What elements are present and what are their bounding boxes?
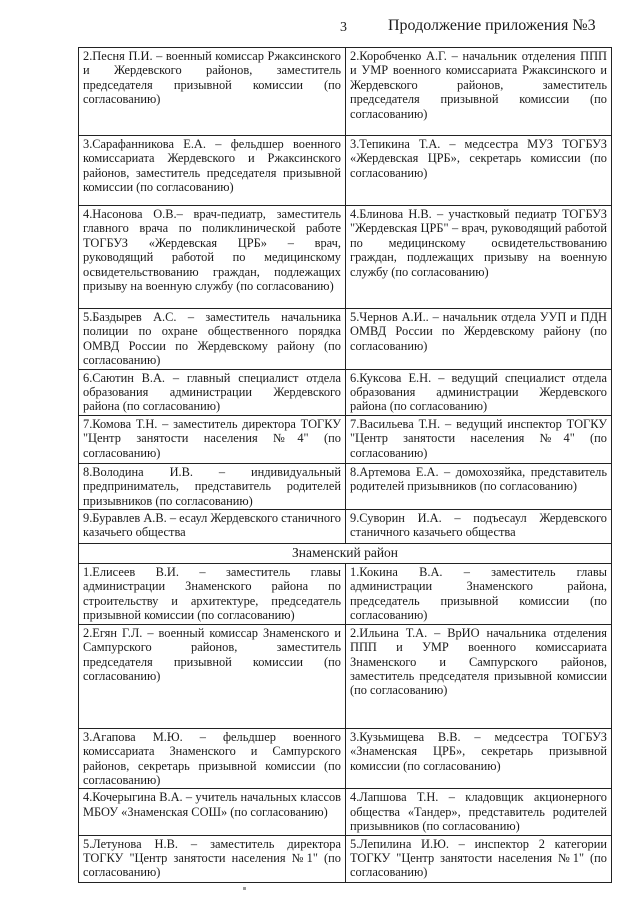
table-row [79,136,612,206]
member-main: 9.Буравлев А.В. – есаул Жердевского станичного казачьего общества [79,510,346,544]
member-reserve: 5.Чернов А.И.. – начальник отдела УУП и ПДН ОМВД России по Жердевскому району (по согласованию) [346,309,612,370]
member-reserve: 6.Куксова Е.Н. – ведущий специалист отдела образования администрации Жердевского района (по согласованию) [346,369,612,415]
section-title: Знаменский район [79,544,612,564]
page-header: Продолжение приложения №3 [388,17,596,34]
table-row [79,369,612,415]
member-main: 2.Егян Г.Л. – военный комиссар Знаменского и Сампурского районов, заместитель председателя призывной комиссии (по согласованию) [79,624,346,728]
table-row [79,789,612,835]
table-row [79,463,612,509]
member-main: 4.Кочерыгина В.А. – учитель начальных классов МБОУ «Знаменская СОШ» (по согласованию) [79,789,346,835]
table-row [79,510,612,544]
member-reserve: 8.Артемова Е.А. – домохозяйка, представитель родителей призывников (по согласованию) [346,463,612,509]
member-main: 2.Песня П.И. – военный комиссар Ржаксинского и Жердевского районов, заместитель председателя призывной комиссии (по согласованию) [79,48,346,136]
table-row [79,564,612,625]
member-reserve: 2.Ильина Т.А. – ВрИО начальника отделения ППП и УМР военного комиссариата Знаменского и Сампурского районов, заместитель председателя призывной комиссии (по согласованию) [346,624,612,728]
member-main: 1.Елисеев В.И. – заместитель главы администрации Знаменского района по строительству и архитектуре, председатель призывной комиссии (по согласованию) [79,564,346,625]
member-reserve: 1.Кокина В.А. – заместитель главы администрации Знаменского района, председатель призывной комиссии (по согласованию) [346,564,612,625]
page-number: 3 [340,20,347,35]
member-reserve: 5.Лепилина И.Ю. – инспектор 2 категории ТОГКУ "Центр занятости населения №1" (по согласованию) [346,835,612,882]
member-reserve: 9.Суворин И.А. – подъесаул Жердевского станичного казачьего общества [346,510,612,544]
member-main: 8.Володина И.В. – индивидуальный предприниматель, представитель родителей призывников (по согласованию) [79,463,346,509]
member-main: 5.Летунова Н.В. – заместитель директора ТОГКУ "Центр занятости населения №1" (по согласованию) [79,835,346,882]
member-reserve: 7.Васильева Т.Н. – ведущий инспектор ТОГКУ "Центр занятости населения №4" (по согласованию) [346,415,612,463]
table-row [79,835,612,882]
table-row [79,309,612,370]
member-reserve: 3.Кузьмищева В.В. – медсестра ТОГБУЗ «Знаменская ЦРБ», секретарь призывной комиссии (по согласованию) [346,728,612,789]
member-main: 7.Комова Т.Н. – заместитель директора ТОГКУ "Центр занятости населения №4" (по согласованию) [79,415,346,463]
scan-dot [243,887,246,890]
member-reserve: 2.Коробченко А.Г. – начальник отделения ППП и УМР военного комиссариата Ржаксинского и Жердевского районов, заместитель председателя призывной комиссии (по согласованию) [346,48,612,136]
member-reserve: 4.Лапшова Т.Н. – кладовщик акционерного общества «Тандер», представитель родителей призывников (по согласованию) [346,789,612,835]
table-row [79,415,612,463]
member-reserve: 4.Блинова Н.В. – участковый педиатр ТОГБУЗ "Жердевская ЦРБ" – врач, руководящий работой по медицинскому освидетельствованию граждан, подлежащих призыву на военную службу (по согласованию) [346,206,612,309]
member-main: 3.Сарафанникова Е.А. – фельдшер военного комиссариата Жердевского и Ржаксинского районов, заместитель председателя призывной комиссии (по согласованию) [79,136,346,206]
table-row [79,206,612,309]
table-row [79,48,612,136]
table-row [79,728,612,789]
member-main: 6.Саютин В.А. – главный специалист отдела образования администрации Жердевского района (по согласованию) [79,369,346,415]
member-reserve: 3.Тепикина Т.А. – медсестра МУЗ ТОГБУЗ «Жердевская ЦРБ», секретарь комиссии (по согласованию) [346,136,612,206]
commission-table [78,47,612,883]
table-row [79,624,612,728]
member-main: 4.Насонова О.В.– врач-педиатр, заместитель главного врача по поликлинической работе ТОГБУЗ «Жердевская ЦРБ» – врач, руководящий работой по медицинскому освидетельствованию граждан, подлежащих призыву на военную службу (по согласованию) [79,206,346,309]
section-header-row [79,544,612,564]
member-main: 3.Агапова М.Ю. – фельдшер военного комиссариата Знаменского и Сампурского районов, секретарь призывной комиссии (по согласованию) [79,728,346,789]
member-main: 5.Баздырев А.С. – заместитель начальника полиции по охране общественного порядка ОМВД России по Жердевскому району (по согласованию) [79,309,346,370]
